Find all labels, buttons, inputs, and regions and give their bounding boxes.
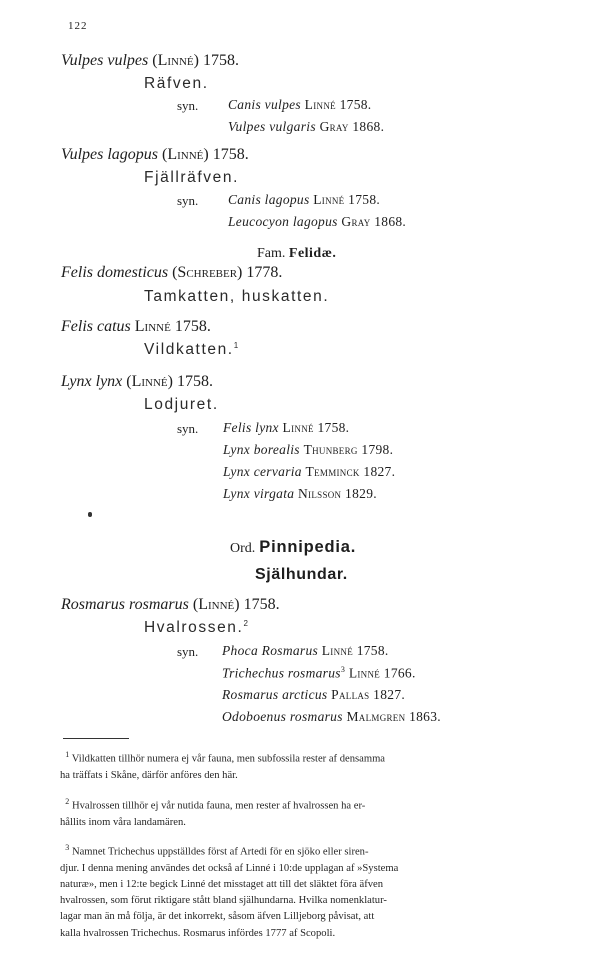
synonym-author: Pallas xyxy=(331,687,370,702)
synonym-line xyxy=(222,709,441,725)
taxon-year: 1758. xyxy=(202,52,239,69)
synonym-name: Lynx virgata xyxy=(223,486,295,501)
synonym-name: Lynx borealis xyxy=(223,442,300,457)
synonym-author: Gray xyxy=(319,119,349,134)
taxon-author: (Schreber) xyxy=(172,264,243,281)
footnote-3 xyxy=(60,840,548,942)
taxon-name: Felis catus xyxy=(61,318,131,335)
taxon-heading-lynx-lynx xyxy=(61,373,213,391)
footnote-mark: 1 xyxy=(65,750,70,759)
synonym-label: syn. xyxy=(177,98,199,113)
synonym-name: Rosmarus arcticus xyxy=(222,687,328,702)
synonym-name: Phoca Rosmarus xyxy=(222,643,319,658)
footnote-1 xyxy=(60,747,548,784)
taxon-author: (Linné) xyxy=(162,146,209,163)
synonym-name: Canis lagopus xyxy=(228,192,310,207)
synonym-name: Leucocyon lagopus xyxy=(228,214,338,229)
footnote-mark: 2 xyxy=(65,797,70,806)
ink-spot xyxy=(88,512,92,517)
synonym-author: Linné xyxy=(282,420,314,435)
footnote-line: ha träffats i Skåne, därför anföres den här. xyxy=(60,769,238,781)
footnote-line: $^2$ Hvalrossen tillhör ej vår nutida fauna, men rester af hvalrossen ha er- xyxy=(65,797,366,812)
synonym-line xyxy=(228,192,380,208)
taxon-year: 1778. xyxy=(246,264,283,281)
synonym-name: Canis vulpes xyxy=(228,97,301,112)
synonym-name: Odoboenus rosmarus xyxy=(222,709,343,724)
footnote-line: naturæ», men i 12:te begick Linné det misstaget att till det släktet föra äfven xyxy=(60,878,384,890)
vernacular-name-vulpes-vulpes: Räfven. xyxy=(144,75,209,92)
order-heading xyxy=(230,538,356,557)
taxon-heading-rosmarus-rosmarus xyxy=(61,596,280,614)
vernacular-name-felis-domesticus: Tamkatten, huskatten. xyxy=(144,288,330,305)
taxon-author: (Linné) xyxy=(192,596,240,613)
synonym-line xyxy=(223,486,377,502)
vernacular-name-felis-catus xyxy=(144,341,240,359)
synonym-year: 1868. xyxy=(374,214,407,229)
synonym-year: 1758. xyxy=(348,192,381,207)
synonym-year: 1829. xyxy=(345,486,377,501)
taxon-author: Linné xyxy=(134,318,171,335)
vernacular-text: Hvalrossen. xyxy=(144,619,244,637)
synonym-label: syn. xyxy=(177,644,199,659)
footnote-ref-3: 3 xyxy=(340,665,346,674)
taxon-year: 1758. xyxy=(212,146,249,163)
synonym-name: Vulpes vulgaris xyxy=(228,119,316,134)
synonym-line xyxy=(228,214,406,230)
synonym-name: Felis lynx xyxy=(223,420,279,435)
vernacular-name-rosmarus xyxy=(144,619,250,637)
taxon-name: Lynx lynx xyxy=(61,373,123,390)
taxon-heading-vulpes-lagopus xyxy=(61,146,249,164)
synonym-line xyxy=(222,687,405,703)
synonym-year: 1758. xyxy=(339,97,372,112)
footnote-line: kalla hvalrossen Trichechus. Rosmarus infördes 1777 af Scopoli. xyxy=(60,927,336,939)
taxon-heading-felis-catus xyxy=(61,318,211,336)
footnote-ref-2: 2 xyxy=(243,619,250,628)
synonym-author: Gray xyxy=(341,214,371,229)
taxon-heading-felis-domesticus xyxy=(61,264,282,282)
synonym-line xyxy=(228,97,371,113)
synonym-line xyxy=(222,643,389,659)
synonym-year: 1827. xyxy=(373,687,406,702)
footnote-line: lagar man än må följa, är det inkorrekt, såsom äfven Lilljeborg påvisat, att xyxy=(60,911,375,923)
synonym-year: 1766. xyxy=(383,665,416,681)
footnote-line: hållits inom våra landamären. xyxy=(60,816,186,828)
synonym-line xyxy=(228,119,384,135)
family-label: Fam. xyxy=(257,246,286,261)
synonym-line xyxy=(223,464,395,480)
taxon-name: Rosmarus rosmarus xyxy=(61,596,189,613)
taxon-year: 1758. xyxy=(176,373,213,390)
synonym-year: 1758. xyxy=(356,643,389,658)
synonym-year: 1798. xyxy=(361,442,394,457)
taxon-author: (Linné) xyxy=(126,373,173,390)
taxon-year: 1758. xyxy=(243,596,280,613)
synonym-author: Thunberg xyxy=(303,442,358,457)
synonym-name: Lynx cervaria xyxy=(223,464,302,479)
synonym-year: 1863. xyxy=(409,709,441,724)
order-name: Pinnipedia. xyxy=(259,538,357,556)
footnote-line: hvalrossen, som förut riktigare stått bland själhundarna. Hvilka nomenklatur- xyxy=(60,895,387,907)
vernacular-text: Vildkatten. xyxy=(144,341,234,359)
synonym-line xyxy=(223,442,393,458)
taxon-heading-vulpes-vulpes xyxy=(61,52,239,70)
synonym-author: Temminck xyxy=(305,464,360,479)
synonym-year: 1758. xyxy=(317,420,350,435)
synonym-author: Linné xyxy=(321,643,354,658)
taxon-year: 1758. xyxy=(174,318,211,335)
synonym-name: Trichechus rosmarus xyxy=(222,665,341,681)
taxon-author: (Linné) xyxy=(152,52,199,69)
footnote-line: $^3$ Namnet Trichechus uppställdes först af Artedi för en sjöko eller siren- xyxy=(65,843,369,858)
synonym-author: Linné xyxy=(313,192,345,207)
synonym-label: syn. xyxy=(177,193,199,208)
footnote-ref-1: 1 xyxy=(233,341,240,350)
family-name: Felidæ. xyxy=(288,246,337,261)
synonym-label: syn. xyxy=(177,421,199,436)
synonym-author: Malmgren xyxy=(346,709,406,724)
synonym-year: 1868. xyxy=(352,119,385,134)
footnote-2 xyxy=(60,794,548,831)
group-heading: Själhundar. xyxy=(255,566,348,583)
synonym-line xyxy=(222,665,416,682)
synonym-year: 1827. xyxy=(363,464,396,479)
footnote-line: djur. I denna mening användes det också af Linné i 10:de upplagan af »Systema xyxy=(60,862,399,874)
vernacular-name-vulpes-lagopus: Fjällräfven. xyxy=(144,169,240,186)
footnote-mark: 3 xyxy=(65,843,70,852)
family-heading xyxy=(257,246,336,262)
footnote-line: $^1$ Vildkatten tillhör numera ej vår fauna, men subfossila rester af densamma xyxy=(65,750,386,765)
taxon-name: Vulpes lagopus xyxy=(61,146,159,163)
synonym-line xyxy=(223,420,349,436)
order-label: Ord. xyxy=(230,541,256,556)
taxon-name: Vulpes vulpes xyxy=(61,52,149,69)
page-number: 122 xyxy=(68,20,88,32)
footnote-divider xyxy=(63,738,129,739)
taxon-name: Felis domesticus xyxy=(61,264,169,281)
vernacular-name-lynx-lynx: Lodjuret. xyxy=(144,396,219,413)
synonym-author: Nilsson xyxy=(298,486,342,501)
synonym-author: Linné xyxy=(348,665,381,681)
synonym-author: Linné xyxy=(304,97,336,112)
